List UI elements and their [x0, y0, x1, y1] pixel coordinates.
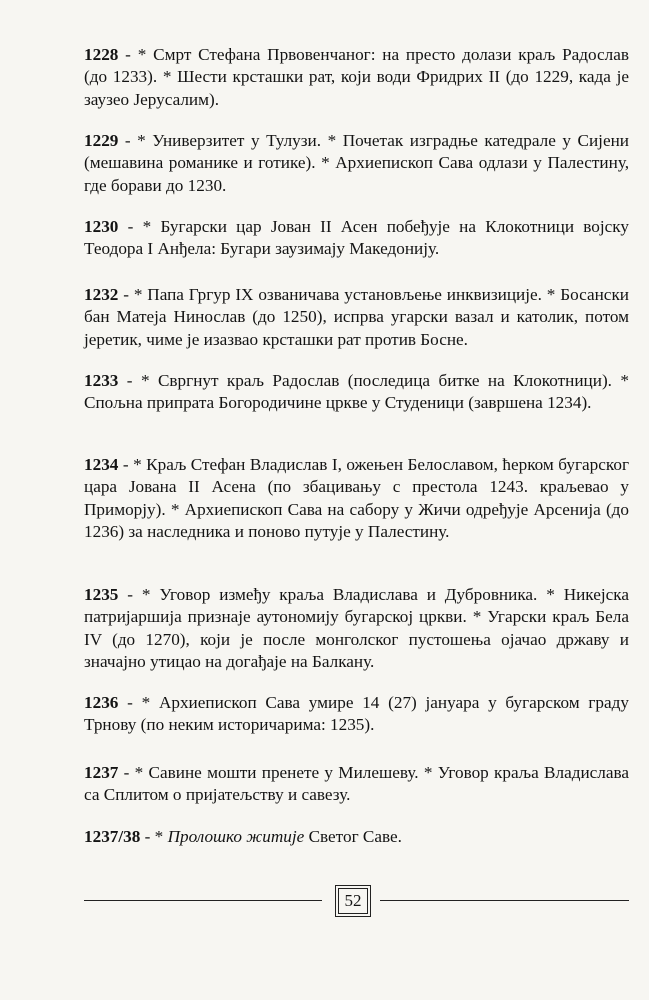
entry-separator: -	[140, 827, 155, 846]
chronology-entry	[84, 584, 629, 674]
entry-year: 1237/38	[84, 827, 141, 846]
entry-year: 1234	[84, 455, 119, 474]
entry-year: 1230	[84, 217, 119, 236]
entry-text-italic: Пролошко житије	[167, 827, 305, 846]
entry-year: 1235	[84, 585, 119, 604]
entry-text: * Папа Гргур IX озваничава установљење инквизиције. * Босански бан Матеја Нинослав (до 1250), испрва угарски вазал и католик, потом јеретик, чиме је изазвао крсташки рат против Босне.	[84, 285, 629, 349]
entry-year: 1229	[84, 131, 119, 150]
entry-text: * Архиепископ Сава умире 14 (27) јануара у бугарском граду Трнову (по неким историчарима: 1235).	[84, 693, 629, 735]
entry-separator: -	[118, 371, 141, 390]
chronology-entry	[84, 826, 629, 848]
entry-text: * Краљ Стефан Владислав I, ожењен Белославом, ћерком бугарског цара Јована II Асена (по збацивању с престола 1243. краљевао у Приморју). * Архиепископ Сава на сабору у Жичи одређује Арсенија (до 1236) за наследника и поново путује у Палестину.	[84, 455, 629, 542]
chronology-entry	[84, 762, 629, 807]
entry-separator: -	[118, 585, 142, 604]
entry-separator: -	[118, 455, 134, 474]
entry-separator: -	[118, 693, 142, 712]
entry-year: 1236	[84, 693, 119, 712]
entry-separator: -	[118, 131, 138, 150]
footer-rule-left	[84, 900, 322, 901]
chronology-entry	[84, 692, 629, 737]
entry-separator: -	[118, 763, 135, 782]
entry-text: * Уговор између краља Владислава и Дубровника. * Никејска патријаршија признаје аутономију бугарској цркви. * Угарски краљ Бела IV (до 1270), који је после монголског пустошења ојачао државу и значајно утицао на догађаје на Балкану.	[84, 585, 629, 672]
entry-year: 1228	[84, 45, 119, 64]
entry-text: * Свргнут краљ Радослав (последица битке на Клокотници). * Спољна припрата Богородичине цркве у Студеници (завршена 1234).	[84, 371, 629, 413]
entry-text: * Смрт Стефана Првовенчаног: на престо долази краљ Радослав (до 1233). * Шести крсташки рат, који води Фридрих II (до 1229, када је заузео Јерусалим).	[84, 45, 630, 109]
entry-text: * Универзитет у Тулузи. * Почетак изградње катедрале у Сијени (мешавина романике и готике). * Архиепископ Сава одлази у Палестину, где борави до 1230.	[84, 131, 629, 195]
page-footer	[84, 888, 629, 914]
chronology-entry	[84, 216, 629, 261]
entry-year: 1237	[84, 763, 119, 782]
entry-text: * Бугарски цар Јован II Асен побеђује на Клокотници војску Теодора I Анђела: Бугари заузимају Македонију.	[84, 217, 629, 259]
chronology-entry	[84, 454, 629, 544]
chronology-entry	[84, 44, 629, 111]
entry-text: Светог Саве.	[304, 827, 402, 846]
chronology-entry	[84, 370, 629, 415]
entry-year: 1233	[84, 371, 119, 390]
entry-text: * Савине мошти пренете у Милешеву. * Уговор краља Владислава са Сплитом о пријатељству и савезу.	[84, 763, 629, 805]
page-number: 52	[338, 888, 368, 914]
footer-rule-right	[380, 900, 629, 901]
chronology-entry	[84, 284, 629, 351]
entry-text: *	[154, 827, 168, 846]
entry-separator: -	[118, 285, 134, 304]
chronology-entry	[84, 130, 629, 197]
entry-year: 1232	[84, 285, 119, 304]
entry-separator: -	[118, 217, 143, 236]
entry-separator: -	[118, 45, 138, 64]
